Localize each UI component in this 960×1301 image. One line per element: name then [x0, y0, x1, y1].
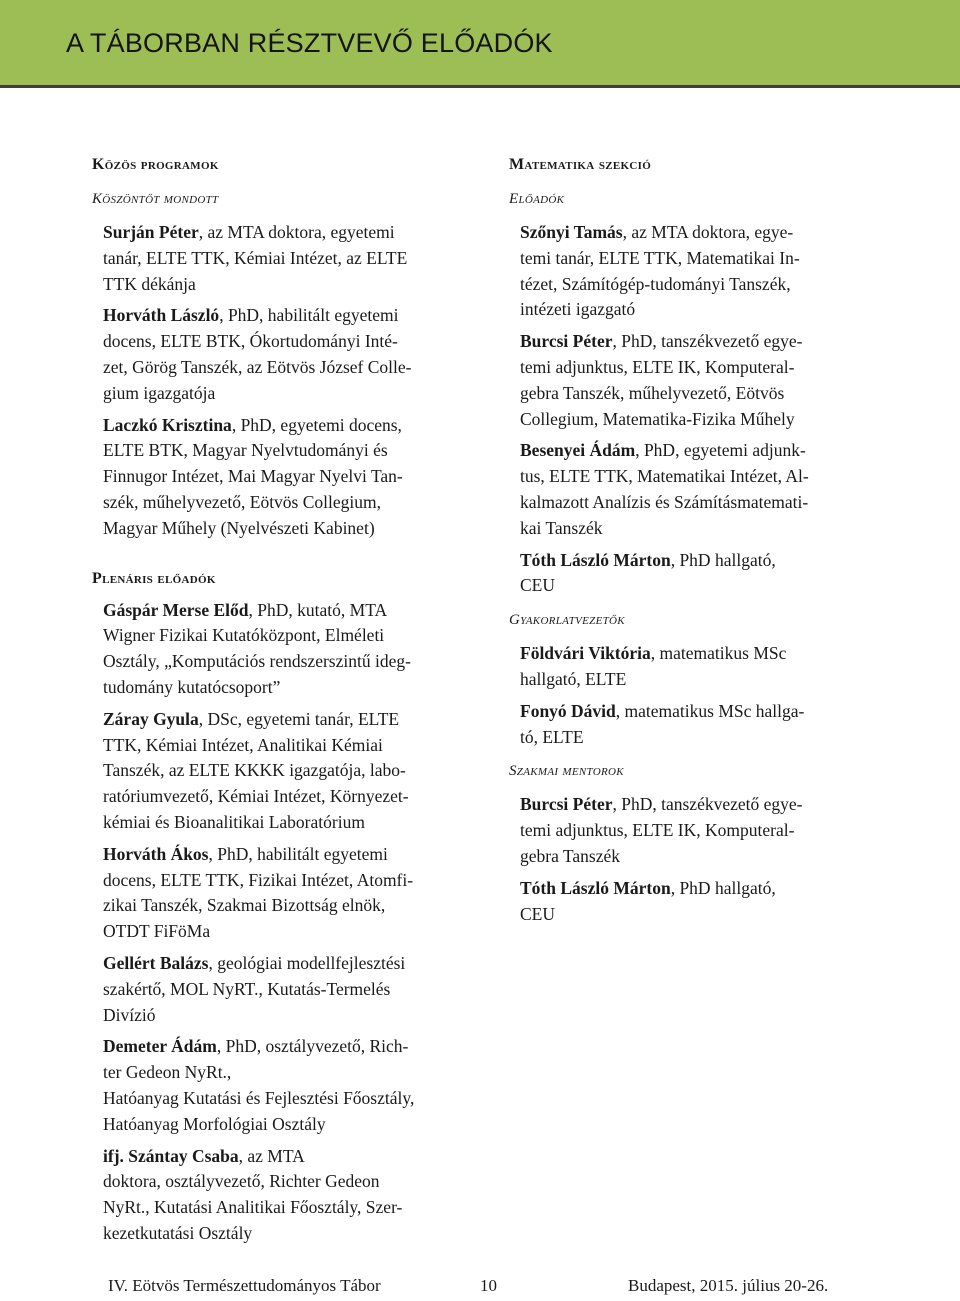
speaker-entry	[520, 699, 839, 751]
entry-line: Tanszék, az ELTE KKKK igazgatója, labo-	[103, 760, 406, 781]
entry-line: doktora, osztályvezető, Richter Gedeon	[103, 1171, 380, 1192]
entry-line: CEU	[520, 575, 555, 596]
entry-line: Burcsi Péter, PhD, tanszékvezető egye-	[520, 331, 803, 352]
entry-line: Földvári Viktória, matematikus MSc	[520, 643, 787, 664]
entry-line: Gellért Balázs, geológiai modellfejlesztési	[103, 952, 406, 973]
speaker-entry	[103, 220, 472, 297]
welcome-list	[92, 220, 472, 542]
speaker-entry	[103, 842, 472, 945]
entry-line: intézeti igazgató	[520, 299, 636, 320]
entry-line: Hatóanyag Kutatási és Fejlesztési Főosztály,	[103, 1087, 415, 1108]
speaker-name: Gáspár Merse Előd	[103, 599, 249, 620]
entry-line: CEU	[520, 903, 555, 924]
entry-line: Tóth László Márton, PhD hallgató,	[520, 549, 776, 570]
speaker-name: Tóth László Márton	[520, 549, 671, 570]
entry-line: TTK, Kémiai Intézet, Analitikai Kémiai	[103, 734, 383, 755]
entry-line: kalmazott Analízis és Számításmatemati-	[520, 491, 809, 512]
subheading-practice: Gyakorlatvezetők	[509, 612, 625, 629]
speaker-entry	[103, 1034, 472, 1137]
speaker-name: Záray Gyula	[103, 708, 199, 729]
entry-line: TTK dékánja	[103, 273, 196, 294]
speaker-name: Gellért Balázs	[103, 952, 209, 973]
entry-line: Hatóanyag Morfológiai Osztály	[103, 1113, 326, 1134]
speaker-name: Surján Péter	[103, 222, 199, 242]
entry-line: zet, Görög Tanszék, az Eötvös József Colle-	[103, 356, 412, 377]
entry-line: Wigner Fizikai Kutatóközpont, Elméleti	[103, 625, 385, 646]
speaker-name: Tóth László Márton	[520, 877, 671, 898]
footer-place-date: Budapest, 2015. július 20-26.	[628, 1276, 829, 1295]
entry-line: zikai Tanszék, Szakmai Bizottság elnök,	[103, 895, 386, 916]
entry-line: Tóth László Márton, PhD hallgató,	[520, 877, 776, 898]
entry-line: Besenyei Ádám, PhD, egyetemi adjunk-	[520, 440, 806, 461]
speaker-name: Demeter Ádám	[103, 1036, 217, 1057]
entry-line: Finnugor Intézet, Mai Magyar Nyelvi Tan-	[103, 466, 403, 487]
speaker-entry	[520, 220, 839, 323]
entry-line: ifj. Szántay Csaba, az MTA	[103, 1145, 305, 1166]
entry-line: Collegium, Matematika-Fizika Műhely	[520, 408, 795, 429]
entry-line: hallgató, ELTE	[520, 668, 627, 689]
entry-line: kémiai és Bioanalitikai Laboratórium	[103, 811, 365, 832]
entry-line: Horváth László, PhD, habilitált egyetemi	[103, 305, 399, 326]
speaker-name: Laczkó Krisztina	[103, 414, 232, 435]
entry-line: ELTE BTK, Magyar Nyelvtudományi és	[103, 440, 388, 461]
speaker-name: Burcsi Péter	[520, 794, 613, 815]
speaker-name: ifj. Szántay Csaba	[103, 1145, 239, 1166]
subheading-speakers: Előadók	[509, 191, 565, 207]
entry-line: ratóriumvezető, Kémiai Intézet, Környezet-	[103, 786, 409, 807]
entry-line: docens, ELTE TTK, Fizikai Intézet, Atomfi-	[103, 869, 414, 890]
speaker-name: Besenyei Ádám	[520, 440, 636, 461]
entry-line: Záray Gyula, DSc, egyetemi tanár, ELTE	[103, 708, 400, 729]
section-title-common: Közös programok	[92, 156, 219, 173]
speaker-name: Horváth László	[103, 305, 220, 326]
entry-line: Laczkó Krisztina, PhD, egyetemi docens,	[103, 414, 402, 435]
speaker-name: Fonyó Dávid	[520, 700, 616, 721]
entry-line: gium igazgatója	[103, 382, 216, 403]
plenary-list	[92, 598, 472, 1247]
entry-line: tus, ELTE TTK, Matematikai Intézet, Al-	[520, 466, 809, 487]
entry-line: Fonyó Dávid, matematikus MSc hallga-	[520, 700, 805, 721]
entry-line: kai Tanszék	[520, 517, 603, 538]
entry-line: tó, ELTE	[520, 726, 584, 747]
entry-line: tanár, ELTE TTK, Kémiai Intézet, az ELTE	[103, 247, 408, 268]
entry-line: Demeter Ádám, PhD, osztályvezető, Rich-	[103, 1036, 409, 1057]
entry-line: temi adjunktus, ELTE IK, Komputeral-	[520, 356, 795, 377]
page-title: A TÁBORBAN RÉSZTVEVŐ ELŐADÓK	[66, 28, 553, 58]
speaker-entry	[103, 413, 472, 542]
entry-line: ter Gedeon NyRt.,	[103, 1062, 232, 1083]
right-column	[509, 152, 839, 933]
speaker-entry	[520, 438, 839, 541]
subheading-welcome: Köszöntőt mondott	[92, 191, 219, 207]
speaker-entry	[520, 876, 839, 928]
entry-line: szakértő, MOL NyRT., Kutatás-Termelés	[103, 978, 391, 999]
entry-line: Osztály, „Komputációs rendszerszintű ideg-	[103, 651, 411, 672]
speaker-entry	[103, 1144, 472, 1247]
speaker-entry	[520, 792, 839, 869]
entry-line: temi tanár, ELTE TTK, Matematikai In-	[520, 247, 800, 268]
speaker-entry	[520, 641, 839, 693]
entry-line: gebra Tanszék, műhelyvezető, Eötvös	[520, 382, 785, 403]
speaker-entry	[103, 951, 472, 1028]
page-header-bar	[0, 0, 960, 88]
section-title-plenary: Plenáris előadók	[92, 569, 216, 587]
entry-line: szék, műhelyvezető, Eötvös Collegium,	[103, 491, 382, 512]
subheading-mentors: Szakmai mentorok	[509, 763, 624, 780]
speaker-entry	[103, 707, 472, 836]
entry-line: Surján Péter, az MTA doktora, egyetemi	[103, 222, 395, 242]
speaker-name: Burcsi Péter	[520, 331, 613, 352]
entry-line: Divízió	[103, 1004, 156, 1025]
speaker-name: Horváth Ákos	[103, 843, 209, 864]
entry-line: gebra Tanszék	[520, 845, 621, 866]
entry-line: tézet, Számítógép-tudományi Tanszék,	[520, 273, 791, 294]
speaker-entry	[520, 548, 839, 600]
speakers-list	[509, 220, 839, 599]
entry-line: NyRt., Kutatási Analitikai Főosztály, Szer-	[103, 1197, 403, 1218]
speaker-entry	[103, 303, 472, 406]
speaker-name: Szőnyi Tamás	[520, 222, 623, 242]
section-title-math: Matematika szekció	[509, 156, 652, 173]
practice-list	[509, 641, 839, 750]
entry-line: Szőnyi Tamás, az MTA doktora, egye-	[520, 222, 794, 242]
speaker-entry	[103, 598, 472, 701]
speaker-name: Földvári Viktória	[520, 643, 651, 664]
entry-line: docens, ELTE BTK, Ókortudományi Inté-	[103, 331, 398, 352]
mentors-list	[509, 792, 839, 927]
entry-line: Magyar Műhely (Nyelvészeti Kabinet)	[103, 517, 375, 538]
left-column	[92, 152, 472, 1253]
speaker-entry	[520, 329, 839, 432]
footer-event-name: IV. Eötvös Természettudományos Tábor	[108, 1276, 381, 1295]
entry-line: kezetkutatási Osztály	[103, 1222, 253, 1243]
entry-line: tudomány kutatócsoport”	[103, 676, 281, 697]
entry-line: OTDT FiFöMa	[103, 921, 211, 942]
footer-page-number: 10	[480, 1276, 497, 1295]
entry-line: temi adjunktus, ELTE IK, Komputeral-	[520, 820, 795, 841]
entry-line: Burcsi Péter, PhD, tanszékvezető egye-	[520, 794, 803, 815]
entry-line: Horváth Ákos, PhD, habilitált egyetemi	[103, 843, 388, 864]
entry-line: Gáspár Merse Előd, PhD, kutató, MTA	[103, 599, 388, 620]
